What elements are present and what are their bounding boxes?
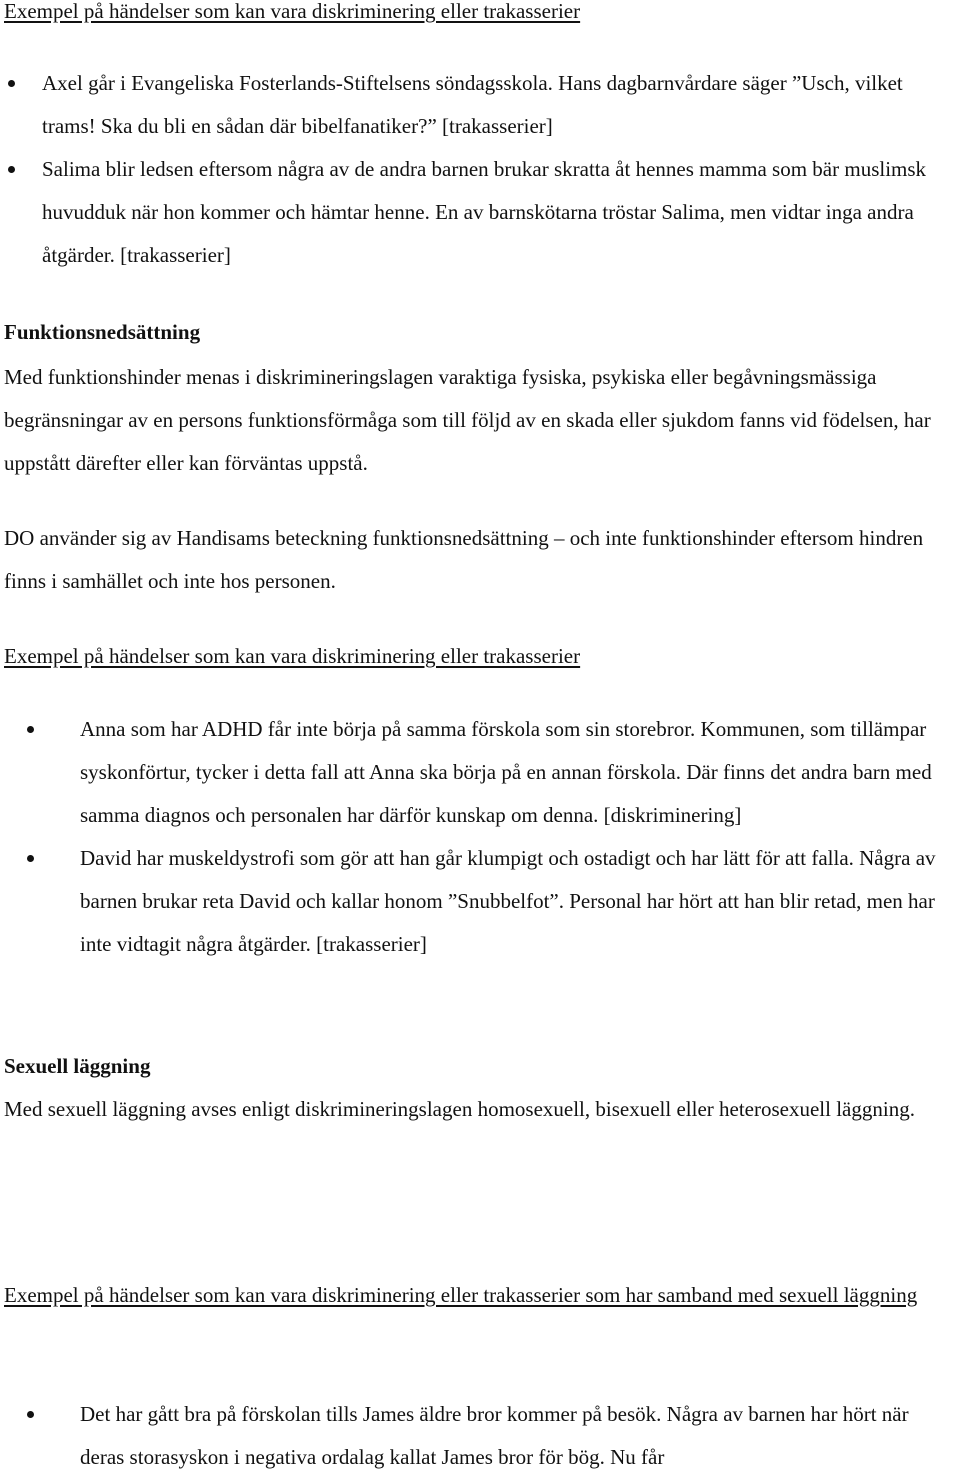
list-item: Anna som har ADHD får inte börja på samma förskola som sin storebror. Kommunen, som tillämpar syskonförtur, tycker i detta fall att Anna ska börja på en annan förskola. Där finns det andra barn med samma diagnos och personalen har därför kunskap om denna. [diskriminering] — [80, 708, 954, 837]
example-heading-2: Exempel på händelser som kan vara diskriminering eller trakasserier — [4, 644, 581, 668]
list-item: Axel går i Evangeliska Fosterlands-Stiftelsens söndagsskola. Hans dagbarnvårdare säger ”Usch, vilket trams! Ska du bli en sådan där bibelfanatiker?” [trakasserier] — [42, 62, 946, 148]
section-heading-disability: Funktionsnedsättning — [4, 320, 201, 344]
example-heading-3: Exempel på händelser som kan vara diskriminering eller trakasserier som har samband med sexuell läggning — [4, 1283, 918, 1307]
example-list-2 — [80, 708, 954, 966]
list-item: Salima blir ledsen eftersom några av de andra barnen brukar skratta åt hennes mamma som bär muslimsk huvudduk när hon kommer och hämtar henne. En av barnskötarna tröstar Salima, men vidtar inga andra åtgärder. [trakasserier] — [42, 148, 946, 277]
list-item: Det har gått bra på förskolan tills James äldre bror kommer på besök. Några av barnen har hört när deras storasyskon i negativa ordalag kallat James bror för bög. Nu får — [80, 1393, 954, 1479]
section-heading-orientation: Sexuell läggning — [4, 1054, 151, 1078]
example-heading-1: Exempel på händelser som kan vara diskriminering eller trakasserier — [4, 0, 581, 23]
note-paragraph: DO använder sig av Handisams beteckning funktionsnedsättning – och inte funktionshinder eftersom hindren finns i samhället och inte hos personen. — [4, 526, 924, 593]
definition-paragraph: Med funktionshinder menas i diskrimineringslagen varaktiga fysiska, psykiska eller begåvningsmässiga begränsningar av en persons funktionsförmåga som till följd av en skada eller sjukdom fanns vid födelsen, har uppstått därefter eller kan förväntas uppstå. — [4, 365, 931, 475]
example-list-1 — [42, 62, 946, 277]
example-list-3 — [80, 1393, 954, 1479]
definition-paragraph: Med sexuell läggning avses enligt diskrimineringslagen homosexuell, bisexuell eller heterosexuell läggning. — [4, 1097, 915, 1121]
list-item: David har muskeldystrofi som gör att han går klumpigt och ostadigt och har lätt för att falla. Några av barnen brukar reta David och kallar honom ”Snubbelfot”. Personal har hört att han blir retad, men har inte vidtagit några åtgärder. [trakasserier] — [80, 837, 954, 966]
